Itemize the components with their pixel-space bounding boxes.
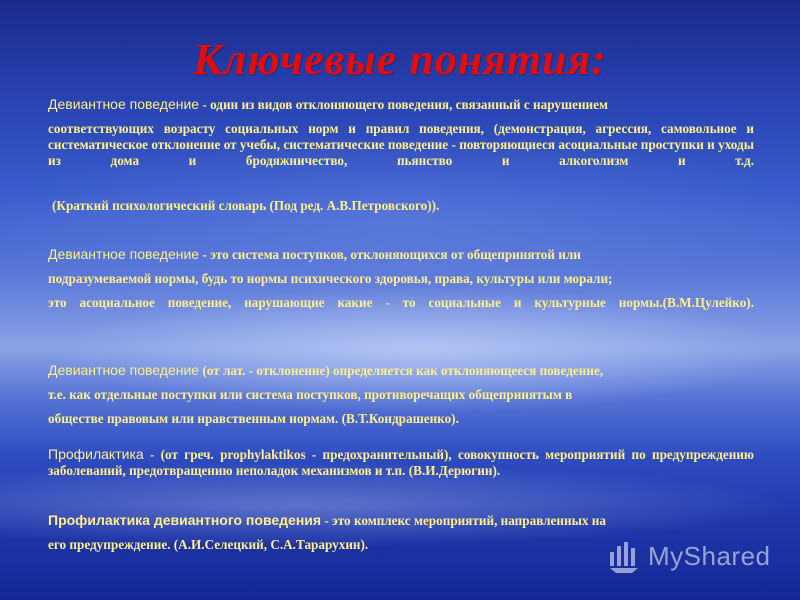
paragraph-5-text-1: - это комплекс мероприятий, направленных на [321,513,606,528]
paragraph-1-line-1 [48,96,754,113]
term-deviant-behavior: Девиантное поведение [48,246,200,262]
term-deviant-behavior: Девиантное поведение [48,362,200,378]
paragraph-3-text-2: т.е. как отдельные поступки или система поступков, противоречащих общепринятым в [48,387,573,402]
watermark-text: MyShared [648,540,771,571]
paragraph-3-line-1 [48,362,754,379]
paragraph-1-body: соответствующих возрасту социальных норм и правил поведения, (демонстрация, агрессия, самовольное и систематическое отклонение от учебы, систематические поведение - повторяющиеся асоциальные проступки и уходы из дома и бродяжничество, пьянство и алкоголизм и т.д. [48,121,754,168]
slide-title: Ключевые понятия: [193,35,607,84]
paragraph-5-line-1 [48,512,754,529]
term-deviant-behavior: Девиантное поведение [48,96,200,112]
paragraph-1-text-2 [48,121,754,169]
definition-paragraph-2 [48,246,754,311]
paragraph-3-text-1: (от лат. - отклонение) определяется как отклоняющееся поведение, [199,363,604,378]
paragraph-1-source: (Краткий психологический словарь (Под ред. А.В.Петровского)). [52,198,440,213]
definition-paragraph-1 [48,96,754,169]
paragraph-2-text-1: - это система поступков, отклоняющихся от общепринятой или [199,247,581,262]
myshared-logo-icon [608,538,642,574]
paragraph-5-text-2: его предупреждение. (А.И.Селецкий, С.А.Тарарухин). [48,537,369,552]
paragraph-1-text-1: - один из видов отклоняющего поведения, связанный с нарушением [199,97,608,112]
watermark [608,536,771,576]
paragraph-2-text-2: подразумеваемой нормы, будь то нормы психического здоровья, права, культуры или морали; [48,271,613,286]
paragraph-4-body [48,446,754,479]
source-citation-1 [52,198,758,214]
paragraph-3-text-3: обществе правовым или нравственным нормам. (В.Т.Кондрашенко). [48,411,459,426]
paragraph-4-text-1: - (от греч. prophylaktikos - предохранительный), совокупность мероприятий по предупреждению заболеваний, предотвращению неполадок механизмов и т.п. (В.И.Дерюгин). [48,447,754,478]
term-prophylaxis: Профилактика [48,446,144,462]
term-deviant-prophylaxis: Профилактика девиантного поведения [48,512,322,528]
definition-paragraph-4 [48,446,754,479]
definition-paragraph-3 [48,362,754,427]
paragraph-2-text-3: это асоциальное поведение, нарушающие какие - то социальные и культурные нормы.(В.М.Цулейко). [48,295,754,310]
paragraph-2-line-1 [48,246,754,263]
